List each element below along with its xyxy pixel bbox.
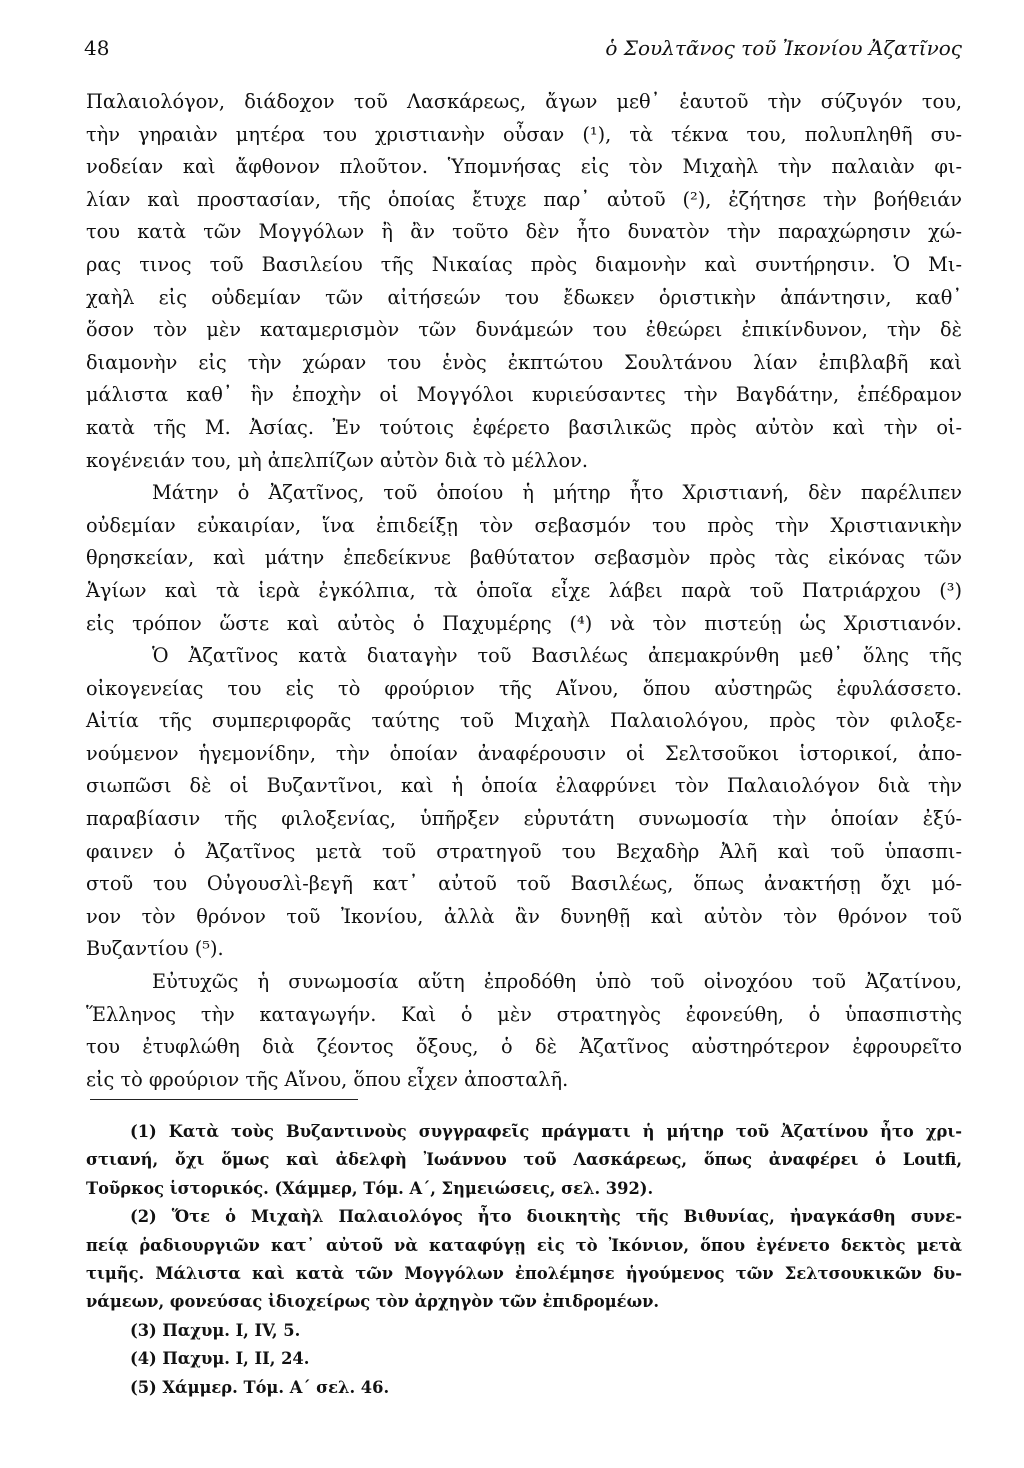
text-line: νον τὸν θρόνον τοῦ Ἰκονίου, ἀλλὰ ἂν δυνηθῇ καὶ αὐτὸν τὸν θρόνον τοῦ bbox=[86, 904, 962, 928]
text-line: νούμενον ἡγεμονίδην, τὴν ὁποίαν ἀναφέρουσιν οἱ Σελτσοῦκοι ἱστορικοί, ἀπο- bbox=[86, 741, 962, 765]
footnote-line: (2) Ὅτε ὁ Μιχαὴλ Παλαιολόγος ἦτο διοικητὴς τῆς Βιθυνίας, ἠναγκάσθη συνε- bbox=[130, 1207, 962, 1227]
footnote-line: Τοῦρκος ἱστορικός. (Χάμμερ, Τόμ. Α΄, Σημειώσεις, σελ. 392). bbox=[86, 1178, 654, 1198]
text-line: μάλιστα καθ᾿ ἣν ἐποχὴν οἱ Μογγόλοι κυριεύσαντες τὴν Βαγδάτην, ἐπέδραμον bbox=[86, 383, 962, 407]
footnote-line: (5) Χάμμερ. Τόμ. Α΄ σελ. 46. bbox=[130, 1377, 390, 1397]
footnote-rule bbox=[90, 1099, 358, 1100]
text-line: Ἁγίων καὶ τὰ ἱερὰ ἐγκόλπια, τὰ ὁποῖα εἶχε λάβει παρὰ τοῦ Πατριάρχου (³) bbox=[86, 578, 962, 602]
text-line: χαὴλ εἰς οὐδεμίαν τῶν αἰτήσεών του ἔδωκεν ὁριστικὴν ἀπάντησιν, καθ᾿ bbox=[86, 285, 962, 309]
text-line: νοδείαν καὶ ἄφθονον πλοῦτον. Ὑπομνήσας εἰς τὸν Μιχαὴλ τὴν παλαιὰν φι- bbox=[86, 155, 962, 179]
text-line: θρησκείαν, καὶ μάτην ἐπεδείκνυε βαθύτατον σεβασμὸν πρὸς τὰς εἰκόνας τῶν bbox=[86, 546, 962, 570]
text-line: κογένειάν του, μὴ ἀπελπίζων αὐτὸν διὰ τὸ μέλλον. bbox=[86, 448, 588, 472]
text-line: Βυζαντίου (⁵). bbox=[86, 937, 224, 961]
text-line: οὐδεμίαν εὐκαιρίαν, ἵνα ἐπιδείξῃ τὸν σεβασμόν του πρὸς τὴν Χριστιανικὴν bbox=[86, 513, 962, 537]
running-title: ὁ Σουλτᾶνος τοῦ Ἰκονίου Ἀζατῖνος bbox=[605, 36, 962, 60]
text-line: διαμονὴν εἰς τὴν χώραν του ἑνὸς ἐκπτώτου Σουλτάνου λίαν ἐπιβλαβῆ καὶ bbox=[86, 350, 962, 374]
page-number: 48 bbox=[84, 36, 110, 60]
footnote-line: πείᾳ ῥαδιουργιῶν κατ᾿ αὐτοῦ νὰ καταφύγῃ εἰς τὸ Ἰκόνιον, ὅπου ἐγένετο δεκτὸς μετὰ bbox=[86, 1235, 962, 1255]
text-line: του κατὰ τῶν Μογγόλων ἢ ἂν τοῦτο δὲν ἦτο δυνατὸν τὴν παραχώρησιν χώ- bbox=[86, 220, 962, 244]
text-line: ρας τινος τοῦ Βασιλείου τῆς Νικαίας πρὸς διαμονὴν καὶ συντήρησιν. Ὁ Μι- bbox=[86, 252, 962, 276]
footnotes bbox=[86, 1118, 962, 1402]
footnote-line: στιανή, ὄχι ὅμως καὶ ἀδελφὴ Ἰωάννου τοῦ Λασκάρεως, ὅπως ἀναφέρει ὁ Loutfi, bbox=[86, 1150, 962, 1170]
footnote-line: (1) Κατὰ τοὺς Βυζαντινοὺς συγγραφεῖς πράγματι ἡ μήτηρ τοῦ Ἀζατίνου ἦτο χρι- bbox=[130, 1122, 962, 1141]
text-line: ὅσον τὸν μὲν καταμερισμὸν τῶν δυνάμεών του ἐθεώρει ἐπικίνδυνον, τὴν δὲ bbox=[86, 318, 962, 342]
text-line: εἰς τρόπον ὥστε καὶ αὐτὸς ὁ Παχυμέρης (⁴) νὰ τὸν πιστεύῃ ὡς Χριστιανόν. bbox=[86, 611, 962, 635]
text-line: του ἐτυφλώθη διὰ ζέοντος ὄξους, ὁ δὲ Ἀζατῖνος αὐστηρότερον ἐφρουρεῖτο bbox=[86, 1035, 962, 1059]
text-line: εἰς τὸ φρούριον τῆς Αἴνου, ὅπου εἶχεν ἀποσταλῆ. bbox=[86, 1067, 569, 1091]
text-line: λίαν καὶ προστασίαν, τῆς ὁποίας ἔτυχε παρ᾿ αὐτοῦ (²), ἐζήτησε τὴν βοήθειάν bbox=[86, 187, 962, 211]
text-line: σιωπῶσι δὲ οἱ Βυζαντῖνοι, καὶ ἡ ὁποία ἐλαφρύνει τὸν Παλαιολόγον διὰ τὴν bbox=[86, 774, 962, 798]
text-line: Παλαιολόγον, διάδοχον τοῦ Λασκάρεως, ἄγων μεθ᾿ ἑαυτοῦ τὴν σύζυγόν του, bbox=[86, 90, 962, 113]
text-line: φαινεν ὁ Ἀζατῖνος μετὰ τοῦ στρατηγοῦ του Βεχαδὴρ Ἀλῆ καὶ τοῦ ὑπασπι- bbox=[86, 839, 962, 863]
paragraph-start-line: Εὐτυχῶς ἡ συνωμοσία αὕτη ἐπροδόθη ὑπὸ τοῦ οἰνοχόου τοῦ Ἀζατίνου, bbox=[152, 970, 962, 994]
paragraph-start-line: Μάτην ὁ Ἀζατῖνος, τοῦ ὁποίου ἡ μήτηρ ἦτο Χριστιανή, δὲν παρέλιπεν bbox=[152, 481, 962, 505]
text-line: στοῦ του Οὐγουσλὶ-βεγῆ κατ᾿ αὐτοῦ τοῦ Βασιλέως, ὅπως ἀνακτήσῃ ὄχι μό- bbox=[86, 872, 962, 896]
text-line: κατὰ τῆς Μ. Ἀσίας. Ἐν τούτοις ἐφέρετο βασιλικῶς πρὸς αὐτὸν καὶ τὴν οἰ- bbox=[86, 415, 962, 439]
text-line: Αἰτία τῆς συμπεριφορᾶς ταύτης τοῦ Μιχαὴλ Παλαιολόγου, πρὸς τὸν φιλοξε- bbox=[86, 709, 962, 733]
footnote-line: τιμῆς. Μάλιστα καὶ κατὰ τῶν Μογγόλων ἐπολέμησε ἡγούμενος τῶν Σελτσουκικῶν δυ- bbox=[86, 1264, 962, 1284]
page-header bbox=[84, 36, 962, 66]
text-line: παραβίασιν τῆς φιλοξενίας, ὑπῆρξεν εὐρυτάτη συνωμοσία τὴν ὁποίαν ἐξύ- bbox=[86, 807, 962, 831]
footnote-line: (3) Παχυμ. Ι, IV, 5. bbox=[130, 1320, 301, 1340]
paragraph-start-line: Ὁ Ἀζατῖνος κατὰ διαταγὴν τοῦ Βασιλέως ἀπεμακρύνθη μεθ᾿ ὅλης τῆς bbox=[152, 644, 962, 668]
footnote-line: νάμεων, φονεύσας ἰδιοχείρως τὸν ἀρχηγὸν τῶν ἐπιδρομέων. bbox=[86, 1292, 660, 1312]
footnote-line: (4) Παχυμ. Ι, ΙΙ, 24. bbox=[130, 1349, 310, 1369]
text-line: οἰκογενείας του εἰς τὸ φρούριον τῆς Αἴνου, ὅπου αὐστηρῶς ἐφυλάσσετο. bbox=[86, 676, 962, 700]
text-line: Ἕλληνος τὴν καταγωγήν. Καὶ ὁ μὲν στρατηγὸς ἐφονεύθη, ὁ ὑπασπιστὴς bbox=[86, 1002, 962, 1026]
body-text bbox=[86, 86, 962, 1096]
text-line: τὴν γηραιὰν μητέρα του χριστιανὴν οὖσαν (¹), τὰ τέκνα του, πολυπληθῆ συ- bbox=[86, 122, 962, 146]
